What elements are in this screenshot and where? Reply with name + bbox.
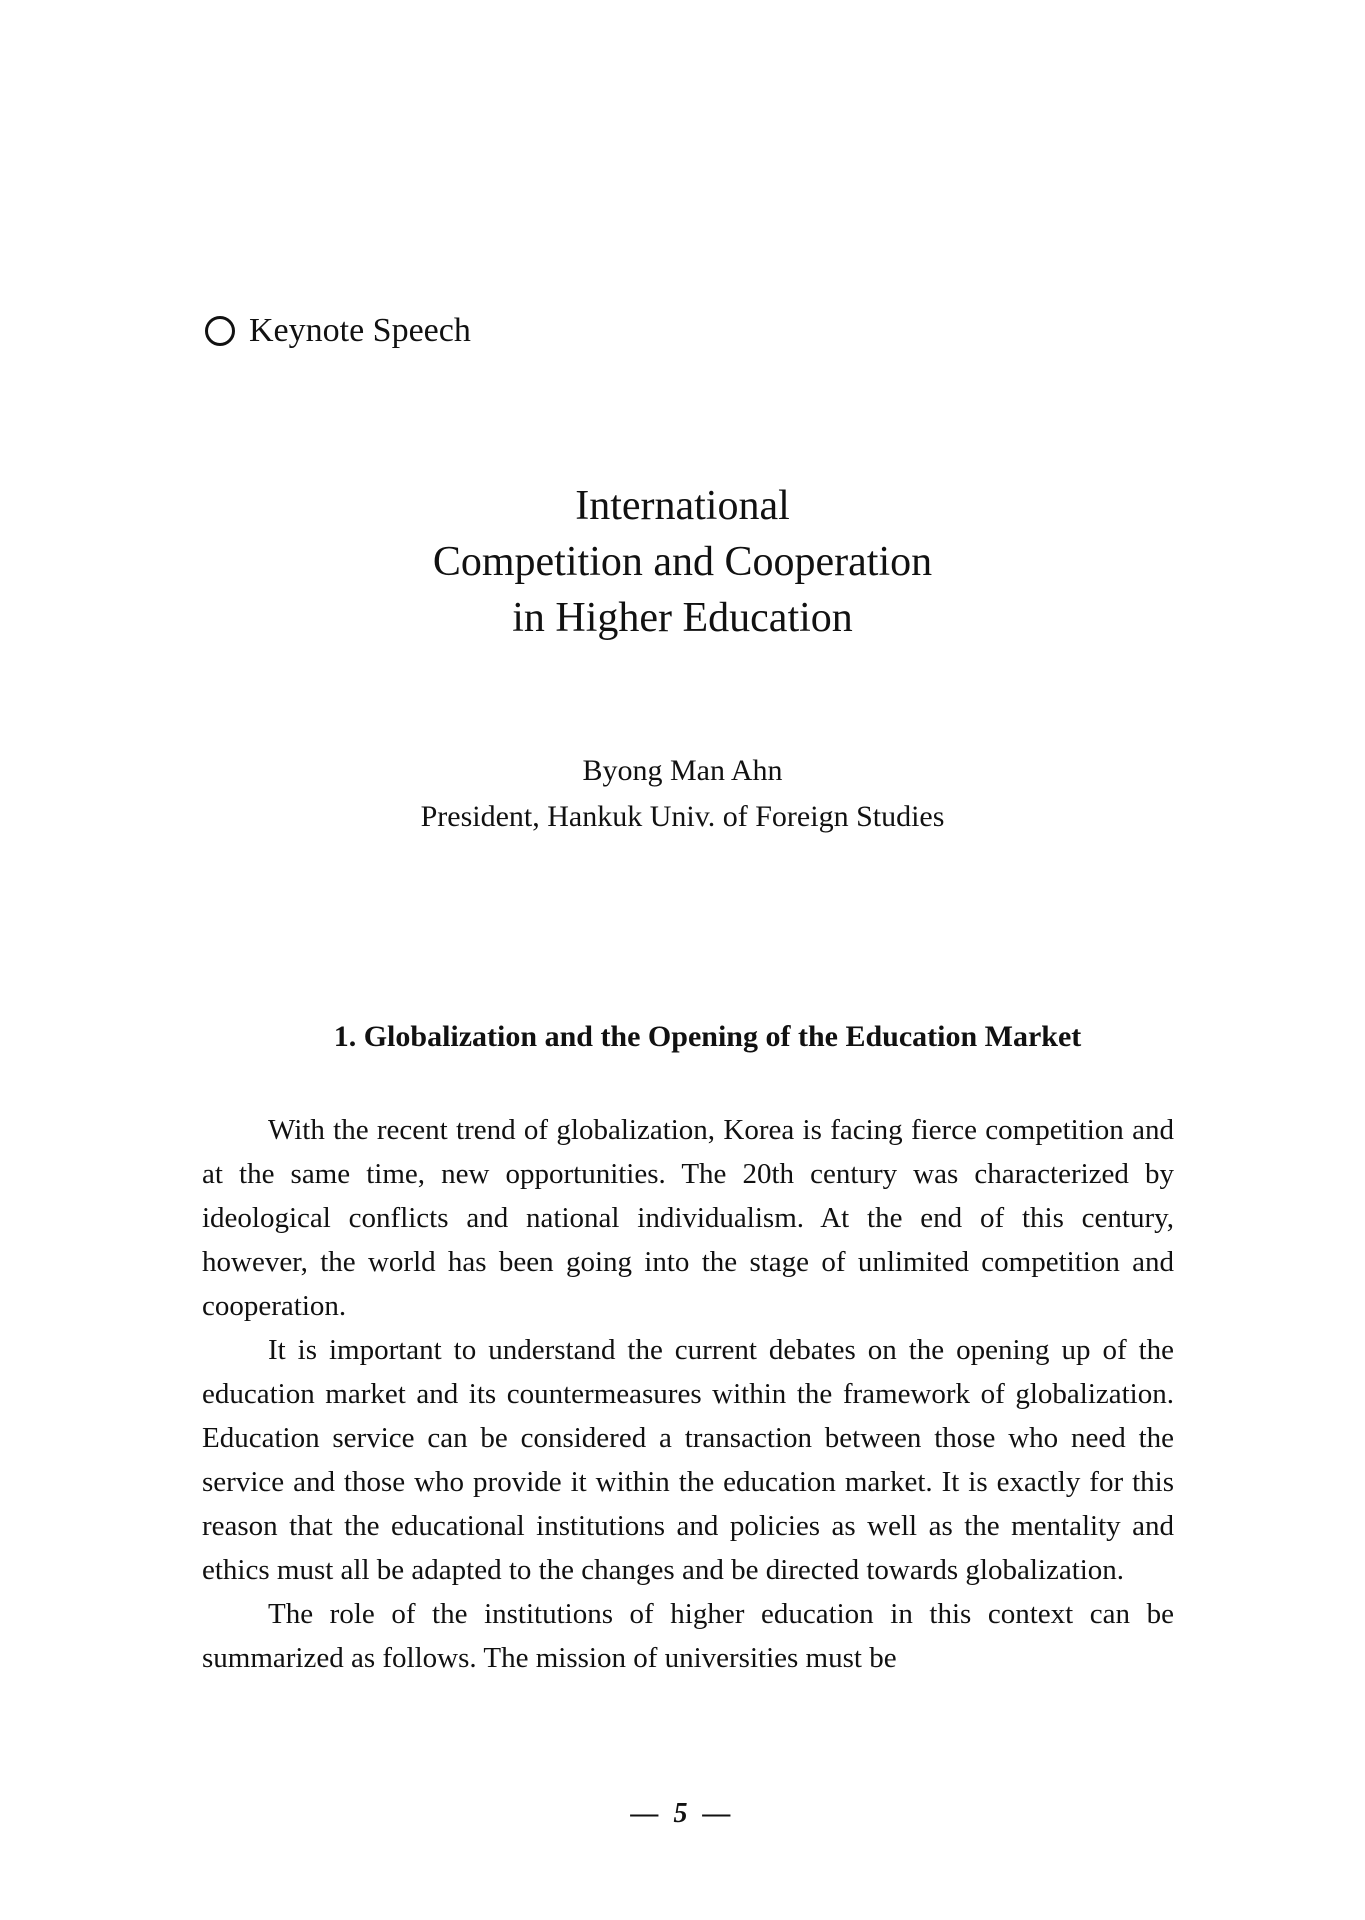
title-line: in Higher Education [512,595,853,641]
page-number: — 5 — [630,1798,735,1829]
title-line: International [575,483,790,529]
speech-title [0,478,1365,646]
section-tag [205,312,471,350]
circle-bullet-icon [205,316,235,346]
section-heading: 1. Globalization and the Opening of the Education Market [333,1020,1082,1053]
body-text [202,1108,1174,1680]
paragraph: The role of the institutions of higher education in this context can be summarized as follows. The mission of universities must be [202,1598,1174,1674]
title-line: Competition and Cooperation [432,539,933,585]
author-block [0,748,1365,840]
paragraph: It is important to understand the current debates on the opening up of the education market and its countermeasures within the framework of globalization. Education service can be considered a transaction between those who need the service and those who provide it within the education market. It is exactly for this reason that the educational institutions and policies as well as the mentality and ethics must all be adapted to the changes and be directed towards globalization. [202,1334,1174,1586]
author-affiliation: President, Hankuk Univ. of Foreign Studies [420,800,945,833]
author-name: Byong Man Ahn [582,754,783,787]
section-tag-label: Keynote Speech [249,312,471,349]
paragraph: With the recent trend of globalization, Korea is facing fierce competition and at the same time, new opportunities. The 20th century was characterized by ideological conflicts and national individualism. At the end of this century, however, the world has been going into the stage of unlimited competition and cooperation. [202,1114,1174,1322]
